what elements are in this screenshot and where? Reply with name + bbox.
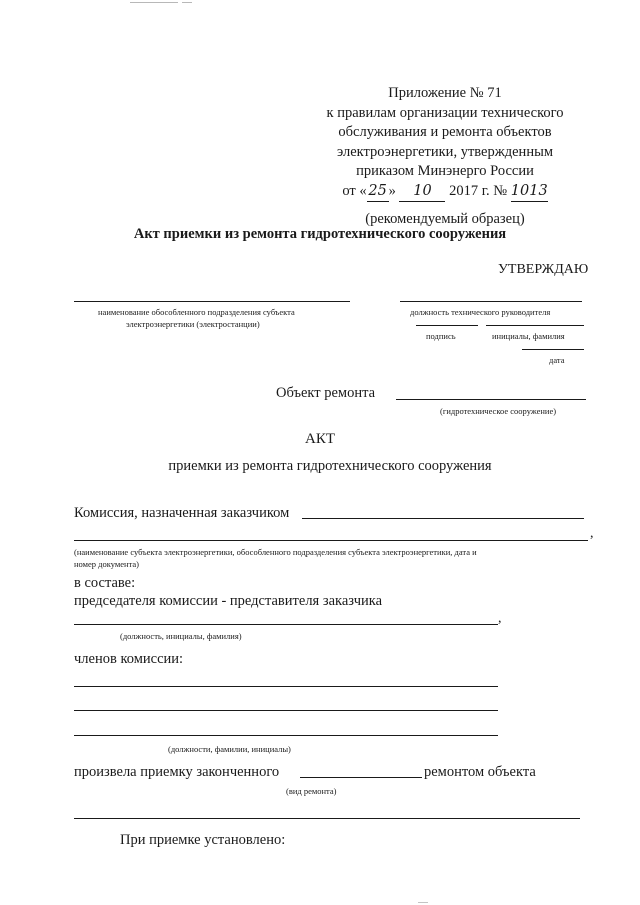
organization-caption: электроэнергетики (электростанции) — [126, 319, 260, 329]
commission-caption: номер документа) — [74, 559, 140, 569]
date-caption: дата — [549, 355, 565, 365]
appendix-line: приказом Минэнерго России — [356, 163, 534, 179]
initials-line — [486, 325, 584, 326]
signature-line — [416, 325, 478, 326]
appendix-header — [300, 84, 590, 230]
appendix-line: электроэнергетики, утвержденным — [337, 143, 553, 160]
date-line — [522, 349, 584, 350]
commission-line — [302, 518, 584, 519]
handwritten-day: 25 — [367, 182, 389, 203]
composition-label: в составе: — [74, 575, 136, 591]
act-title: АКТ — [305, 431, 335, 447]
acceptance-suffix: ремонтом объекта — [424, 764, 536, 780]
appendix-date-line: от « 25 » 10 2017 г. № 1013 — [300, 182, 590, 203]
commission-comma: , — [590, 526, 594, 541]
commission-line-2 — [74, 540, 588, 541]
organization-caption: наименование обособленного подразделения субъекта — [98, 307, 295, 317]
handwritten-month: 10 — [399, 182, 445, 203]
scan-edge-mark — [130, 2, 178, 3]
repair-object-caption: (гидротехническое сооружение) — [440, 406, 557, 416]
approve-label: УТВЕРЖДАЮ — [498, 262, 589, 277]
position-line — [400, 301, 582, 302]
established-label: При приемке установлено: — [120, 832, 286, 848]
member-line — [74, 686, 498, 687]
repair-type-caption: (вид ремонта) — [286, 786, 337, 796]
chairman-caption: (должность, инициалы, фамилия) — [120, 631, 242, 641]
appendix-number: Приложение № 71 — [388, 85, 502, 101]
members-caption: (должности, фамилии, инициалы) — [168, 744, 291, 754]
recommended-sample-note: (рекомендуемый образец) — [365, 211, 525, 227]
handwritten-number: 1013 — [511, 182, 548, 203]
organization-name-line — [74, 301, 350, 302]
members-label: членов комиссии: — [74, 651, 184, 667]
chairman-comma: , — [498, 611, 502, 626]
commission-caption: (наименование субъекта электроэнергетики, обособленного подразделения субъекта электроэнергетики, дата и — [74, 547, 477, 557]
appendix-line: к правилам организации технического — [326, 104, 564, 121]
member-line — [74, 710, 498, 711]
repair-object-label: Объект ремонта — [276, 385, 376, 401]
position-caption: должность технического руководителя — [410, 307, 551, 317]
acceptance-line — [74, 818, 580, 819]
appendix-line: обслуживания и ремонта объектов — [338, 124, 552, 140]
chairman-line — [74, 624, 498, 625]
document-title: Акт приемки из ремонта гидротехнического сооружения — [133, 226, 507, 242]
signature-caption: подпись — [426, 331, 456, 341]
chairman-label: председателя комиссии - представителя заказчика — [74, 593, 383, 609]
acceptance-prefix: произвела приемку законченного — [74, 764, 280, 780]
repair-object-line — [396, 399, 586, 400]
scan-edge-mark — [182, 2, 192, 3]
commission-label: Комиссия, назначенная заказчиком — [74, 505, 290, 521]
member-line — [74, 735, 498, 736]
repair-type-line — [300, 777, 422, 778]
scan-edge-mark — [418, 902, 428, 903]
initials-caption: инициалы, фамилия — [492, 331, 565, 341]
act-subtitle: приемки из ремонта гидротехнического сооружения — [168, 458, 492, 474]
